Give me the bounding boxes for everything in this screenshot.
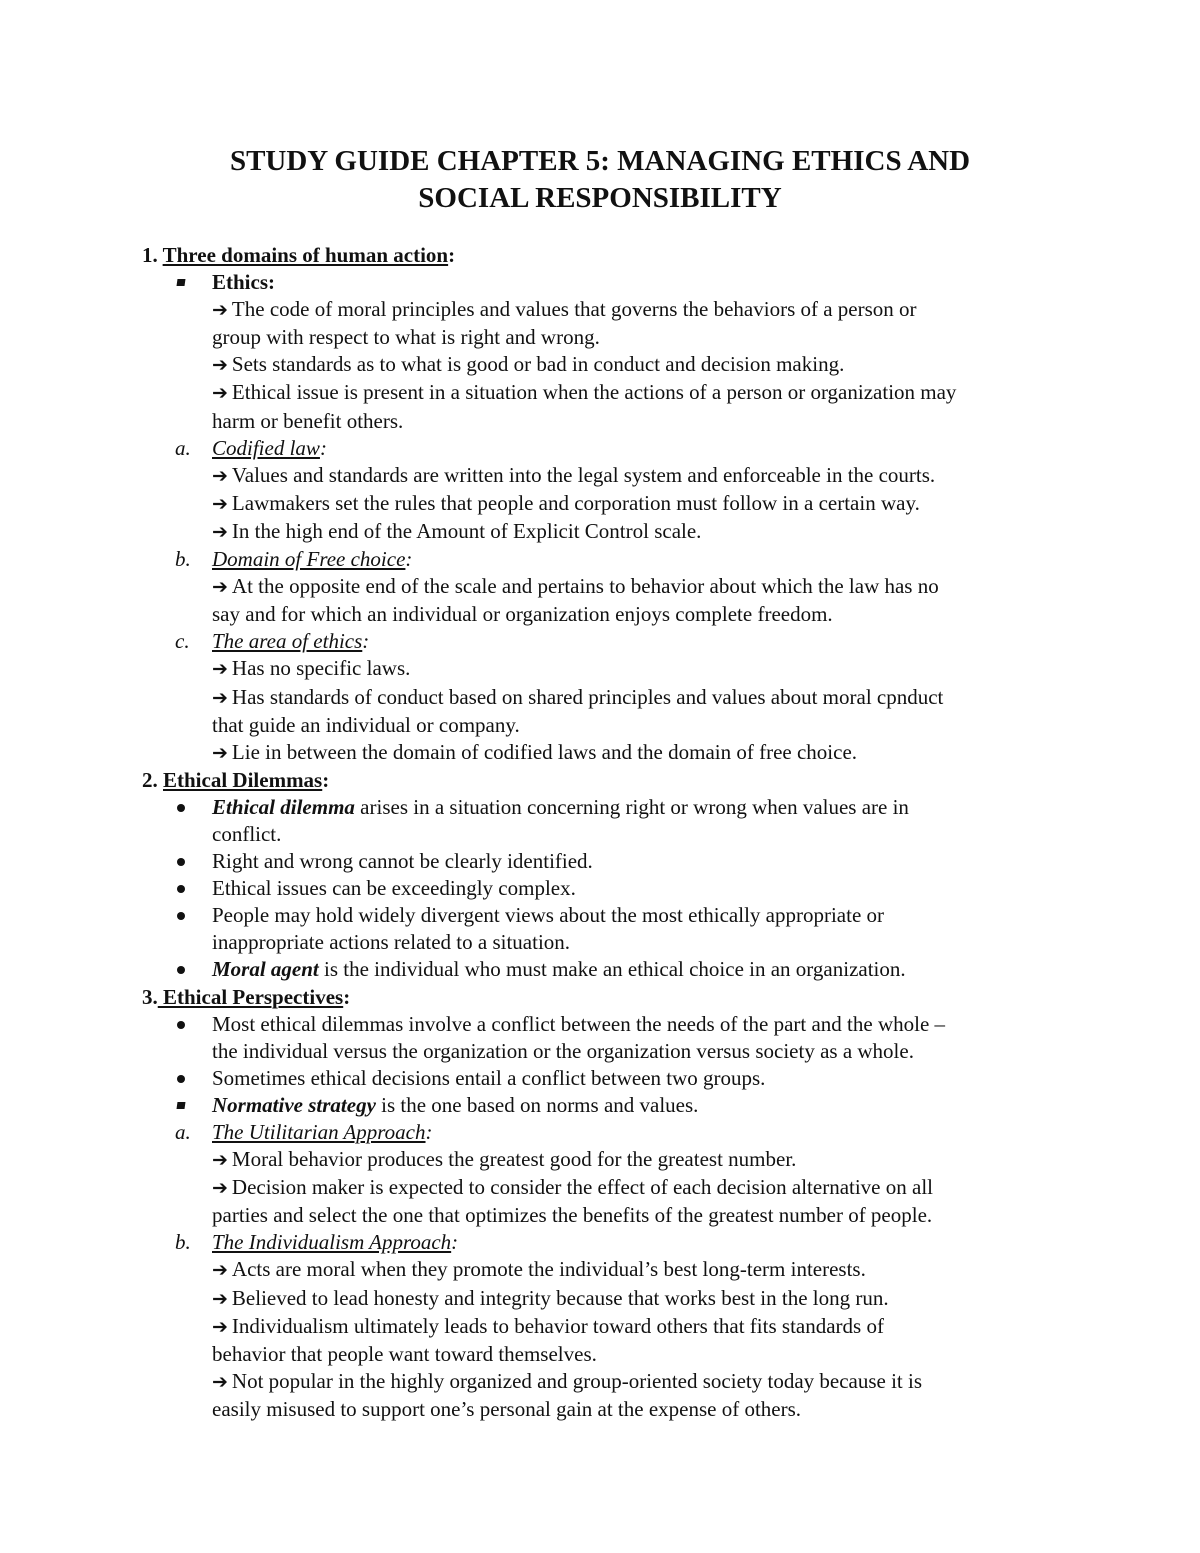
- free-choice-points: [142, 573, 1072, 628]
- utilitarian-points: [142, 1146, 1072, 1229]
- arrow-icon: ➔: [212, 1177, 228, 1200]
- arrow-icon: ➔: [212, 1315, 228, 1338]
- text-s3-b-points-1: Believed to lead honesty and integrity because that works best in the long run.: [231, 1285, 889, 1310]
- arrow-icon: ➔: [212, 1370, 228, 1393]
- codified-law-heading: a. Codified law:: [142, 435, 1072, 462]
- individualism-heading: b. The Individualism Approach:: [142, 1229, 1072, 1256]
- section-3-heading: [142, 984, 1072, 1011]
- text-s1-c-letter: c.: [175, 629, 190, 654]
- text-s1-b-head: Domain of Free choice: [212, 547, 406, 572]
- text-s1-c-head: The area of ethics: [212, 629, 363, 654]
- text-s1-a-points-1: Lawmakers set the rules that people and corporation must follow in a certain way.: [231, 490, 920, 515]
- text-s1-ethics-points-4: harm or benefit others.: [212, 408, 404, 433]
- bullet-icon: [142, 956, 212, 983]
- list-item: [142, 1092, 1072, 1119]
- text-s2-b5-rest: is the individual who must make an ethical choice in an organization.: [318, 957, 906, 982]
- arrow-icon: ➔: [212, 520, 228, 543]
- text-s1-a-letter: a.: [175, 435, 191, 460]
- text-s3-b-letter: b.: [175, 1230, 191, 1255]
- title-line-2: SOCIAL RESPONSIBILITY: [418, 182, 782, 214]
- document-body: [142, 242, 1072, 1423]
- text-s2-head: Ethical Dilemmas: [163, 767, 323, 792]
- text-s1-b-points-0: At the opposite end of the scale and pertains to behavior about which the law has no: [231, 574, 939, 599]
- arrow-icon: ➔: [212, 658, 228, 681]
- text-s2-b1-bold: Ethical dilemma: [212, 794, 355, 819]
- text-s2-b1-rest: arises in a situation concerning right or wrong when values are in: [354, 794, 909, 819]
- text-s1-a-points-0: Values and standards are written into the legal system and enforceable in the courts.: [231, 462, 936, 487]
- section-2-heading: [142, 767, 1072, 794]
- text-s1-a-points-2: In the high end of the Amount of Explicit Control scale.: [231, 518, 702, 543]
- text-s1-c-points-3: Lie in between the domain of codified laws and the domain of free choice.: [231, 739, 858, 764]
- text-s1-num: 1.: [142, 243, 163, 267]
- text-s1-head: Three domains of human action: [162, 243, 449, 267]
- bullet-icon: [142, 269, 212, 296]
- individualism-points: [142, 1256, 1072, 1423]
- arrow-icon: ➔: [212, 492, 228, 515]
- text-s1-ethics-points-0: The code of moral principles and values that governs the behaviors of a person or: [231, 297, 917, 322]
- arrow-icon: ➔: [212, 686, 228, 709]
- text-s3-b1: Most ethical dilemmas involve a conflict between the needs of the part and the whole –: [212, 1011, 946, 1036]
- list-item: [142, 956, 1072, 983]
- arrow-icon: ➔: [212, 1287, 228, 1310]
- section-1-heading: [142, 242, 1072, 269]
- utilitarian-heading: a. The Utilitarian Approach:: [142, 1119, 1072, 1146]
- free-choice-heading: b. Domain of Free choice:: [142, 546, 1072, 573]
- text-s1-c-points-1: Has standards of conduct based on shared principles and values about moral cpnduct: [231, 684, 944, 709]
- text-s3-a-points-1: Decision maker is expected to consider the effect of each decision alternative on all: [231, 1175, 933, 1200]
- text-s1-c-points-2: that guide an individual or company.: [212, 712, 520, 737]
- list-item: [142, 902, 1072, 956]
- list-item: [142, 875, 1072, 902]
- arrow-icon: ➔: [212, 1149, 228, 1172]
- text-s3-b3-rest: is the one based on norms and values.: [375, 1092, 699, 1117]
- text-s2-b5-bold: Moral agent: [212, 957, 319, 982]
- text-s1-b-letter: b.: [175, 547, 191, 572]
- arrow-icon: ➔: [212, 382, 228, 405]
- bullet-icon: [142, 1092, 212, 1119]
- text-s3-b2: Sometimes ethical decisions entail a conflict between two groups.: [212, 1065, 766, 1090]
- text-s3-b3-bold: Normative strategy: [212, 1092, 376, 1117]
- title-line-1: STUDY GUIDE CHAPTER 5: MANAGING ETHICS AND: [229, 145, 971, 177]
- text-s2-num: 2.: [142, 767, 163, 792]
- text-s1-colon: :: [448, 243, 456, 267]
- text-s2-colon: :: [322, 767, 330, 792]
- text-s3-head: Ethical Perspectives: [157, 984, 344, 1009]
- text-s3-b-points-5: easily misused to support one’s personal gain at the expense of others.: [212, 1396, 802, 1421]
- ethics-bullet: [142, 269, 1072, 296]
- text-s3-num: 3.: [142, 984, 158, 1009]
- text-s3-a-points-0: Moral behavior produces the greatest good for the greatest number.: [231, 1147, 797, 1172]
- text-s3-a-points-2: parties and select the one that optimizes the benefits of the greatest number of people.: [212, 1203, 933, 1228]
- bullet-icon: [142, 794, 212, 848]
- text-s2-b3: Ethical issues can be exceedingly complex.: [212, 876, 576, 901]
- bullet-icon: [142, 848, 212, 875]
- area-of-ethics-points: [142, 655, 1072, 766]
- text-s2-b4: People may hold widely divergent views about the most ethically appropriate or: [212, 903, 885, 928]
- text-s2-b1-cont: conflict.: [212, 821, 282, 846]
- area-of-ethics-heading: c. The area of ethics:: [142, 628, 1072, 655]
- arrow-icon: ➔: [212, 741, 228, 764]
- arrow-icon: ➔: [212, 1259, 228, 1282]
- text-s3-colon: :: [343, 984, 351, 1009]
- text-s1-c-points-0: Has no specific laws.: [231, 656, 411, 681]
- text-s1-ethics-label: Ethics:: [212, 270, 275, 295]
- list-item: [142, 794, 1072, 848]
- bullet-icon: [142, 1065, 212, 1092]
- text-s3-b-head: The Individualism Approach: [212, 1230, 452, 1255]
- arrow-icon: ➔: [212, 299, 228, 322]
- bullet-icon: [142, 875, 212, 902]
- text-s1-ethics-points-2: Sets standards as to what is good or bad in conduct and decision making.: [231, 352, 845, 377]
- text-s1-a-head: Codified law: [212, 435, 320, 460]
- list-item: [142, 1011, 1072, 1065]
- text-s2-b2: Right and wrong cannot be clearly identified.: [212, 849, 593, 874]
- text-s1-b-points-1: say and for which an individual or organization enjoys complete freedom.: [212, 602, 833, 627]
- bullet-icon: [142, 1011, 212, 1065]
- text-s3-a-letter: a.: [175, 1120, 191, 1144]
- text-s3-a-head: The Utilitarian Approach: [212, 1120, 426, 1144]
- list-item: [142, 848, 1072, 875]
- text-s1-ethics-points-3: Ethical issue is present in a situation when the actions of a person or organization may: [231, 380, 957, 405]
- text-s3-b1-cont: the individual versus the organization or the organization versus society as a whole.: [212, 1038, 914, 1063]
- text-s3-b-points-4: Not popular in the highly organized and group-oriented society today because it is: [231, 1368, 923, 1393]
- arrow-icon: ➔: [212, 464, 228, 487]
- list-item: [142, 1065, 1072, 1092]
- page-title: [0, 143, 1200, 217]
- text-s3-b-points-3: behavior that people want toward themselves.: [212, 1341, 597, 1366]
- arrow-icon: ➔: [212, 354, 228, 377]
- text-s3-b-points-0: Acts are moral when they promote the individual’s best long-term interests.: [231, 1257, 866, 1282]
- text-s3-b-points-2: Individualism ultimately leads to behavior toward others that fits standards of: [231, 1313, 884, 1338]
- text-s1-ethics-points-1: group with respect to what is right and wrong.: [212, 325, 600, 350]
- codified-law-points: [142, 462, 1072, 546]
- ethics-points: [142, 296, 1072, 434]
- text-s2-b4-cont: inappropriate actions related to a situation.: [212, 930, 571, 955]
- arrow-icon: ➔: [212, 576, 228, 599]
- bullet-icon: [142, 902, 212, 956]
